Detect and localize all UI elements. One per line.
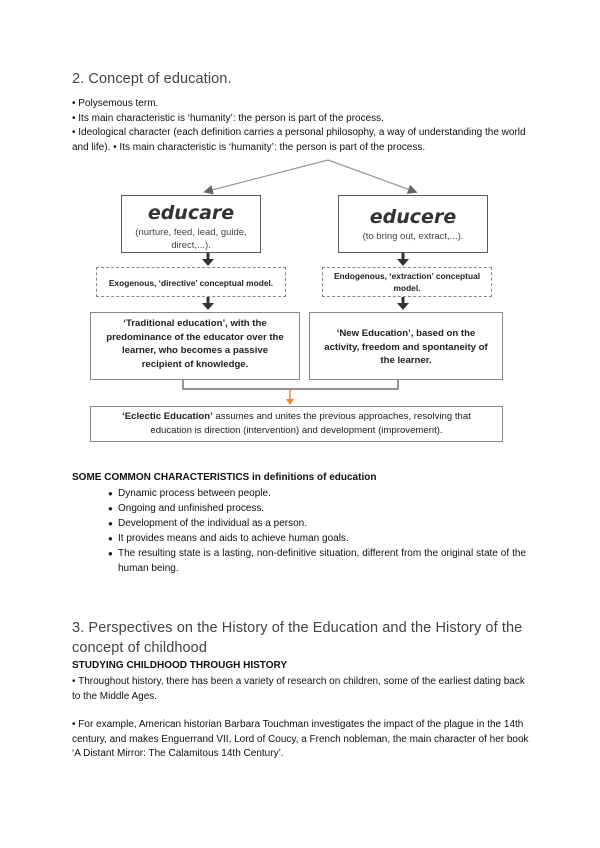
section-2-heading: 2. Concept of education. xyxy=(72,71,232,87)
educare-word: educare xyxy=(147,202,235,224)
educare-box xyxy=(121,195,261,253)
exogenous-model-label: Exogenous, ‘directive’ conceptual model. xyxy=(108,278,274,288)
new-education-box xyxy=(309,312,503,380)
point-ideological: • Ideological character (each definition carries a personal philosophy, a way of understanding the world and life). • Its main characteristic is ‘humanity’: the person is part of the process. xyxy=(72,127,526,153)
list-item: ● Dynamic process between people. xyxy=(108,486,526,501)
characteristics-list xyxy=(108,486,526,576)
eclectic-education-text xyxy=(101,410,492,438)
endogenous-model-box xyxy=(322,267,492,297)
list-item: ● It provides means and aids to achieve human goals. xyxy=(108,531,526,546)
section-3-heading: 3. Perspectives on the History of the Education and the History of the concept of childhood xyxy=(72,620,523,656)
section-2-points xyxy=(72,97,530,155)
list-item: ● Ongoing and unfinished process. xyxy=(108,501,526,516)
point-humanity: • Its main characteristic is ‘humanity’: the person is part of the process. xyxy=(72,112,384,124)
new-education-text: ‘New Education’, based on the activity, freedom and spontaneity of the learner. xyxy=(324,328,488,366)
educere-box xyxy=(338,195,488,253)
educare-meaning: (nurture, feed, lead, guide, direct,...). xyxy=(135,227,247,251)
list-item: ● The resulting state is a lasting, non-definitive situation, different from the original state of the human being. xyxy=(108,546,526,576)
eclectic-description: assumes and unites the previous approaches, resolving that education is direction (intervention) and development (improvement). xyxy=(150,411,471,436)
split-arrow-left xyxy=(208,160,328,191)
list-item: ● Development of the individual as a person. xyxy=(108,516,526,531)
childhood-subheading: STUDYING CHILDHOOD THROUGH HISTORY xyxy=(72,660,288,671)
split-arrow-right xyxy=(328,160,413,191)
eclectic-term: ‘Eclectic Education’ xyxy=(122,411,213,422)
traditional-education-text: ‘Traditional education’, with the predominance of the educator over the learner, who becomes a passive recipient of knowledge. xyxy=(106,318,284,370)
traditional-education-box xyxy=(90,312,300,380)
join-bracket xyxy=(183,380,398,389)
section-3-paragraph-2: • For example, American historian Barbara Touchman investigates the impact of the plague in the 14th century, and makes Enguerrand VII, Lord of Coucy, a French nobleman, the main character of her book ‘A Distant Mirror: The Calamitous 14th Century’. xyxy=(72,719,529,759)
educere-word: educere xyxy=(369,206,457,228)
characteristics-heading: SOME COMMON CHARACTERISTICS in definitions of education xyxy=(72,472,377,483)
endogenous-model-label: Endogenous, ‘extraction’ conceptual model. xyxy=(333,271,481,293)
eclectic-education-box xyxy=(90,406,503,442)
educere-meaning: (to bring out, extract,...). xyxy=(362,231,464,242)
exogenous-model-box xyxy=(96,267,286,297)
concept-diagram xyxy=(88,155,513,445)
point-polysemous: • Polysemous term. xyxy=(72,98,159,109)
section-3-paragraph-1: • Throughout history, there has been a variety of research on children, some of the earliest dating back to the Middle Ages. xyxy=(72,676,525,702)
